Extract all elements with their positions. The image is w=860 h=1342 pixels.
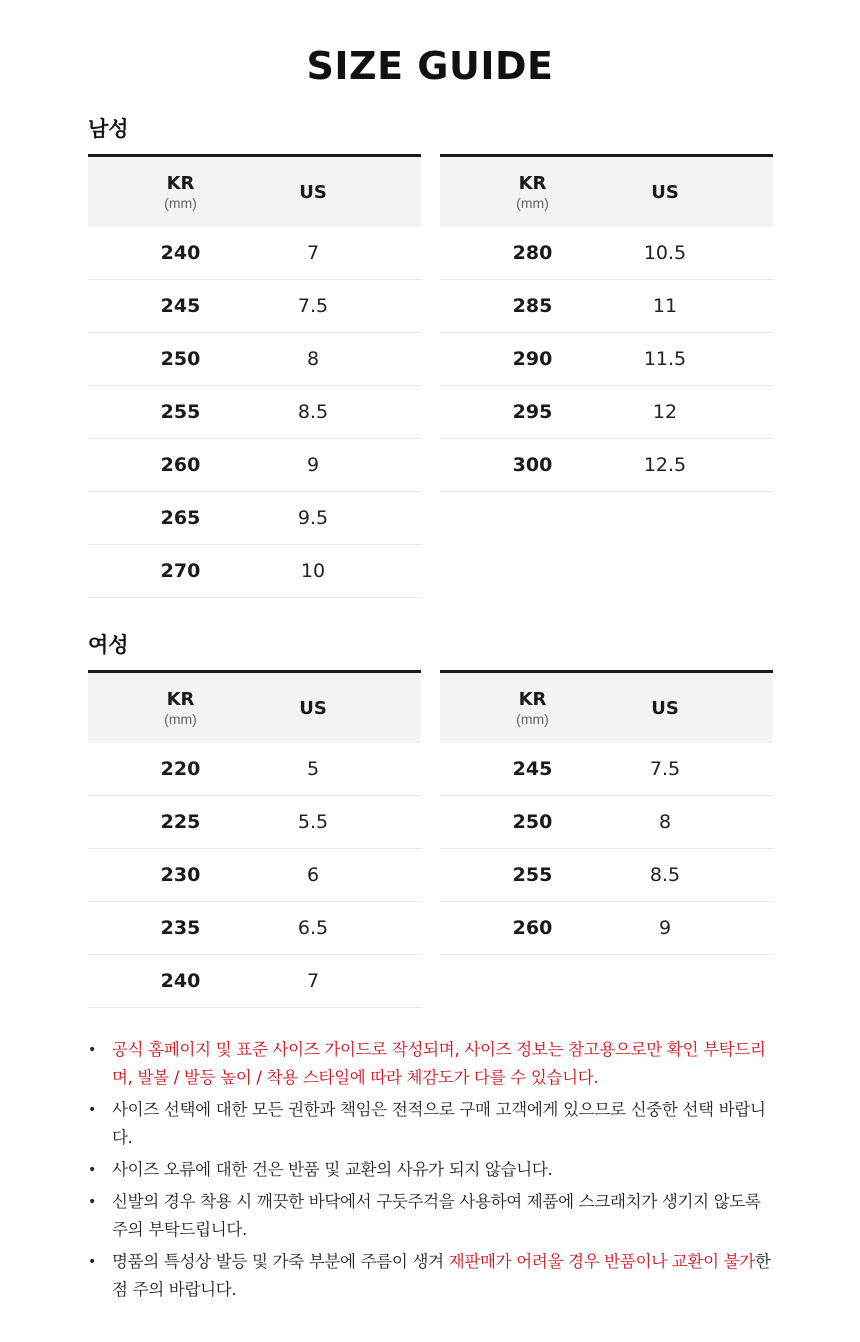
women-section-label: 여성 [88, 633, 129, 657]
kr-size-cell: 290 [440, 333, 625, 386]
table-row [88, 439, 421, 492]
notice-highlight: 재판매가 어려울 경우 반품이나 교환이 불가 [448, 1252, 755, 1271]
notice-text: 신발의 경우 착용 시 깨끗한 바닥에서 구둣주걱을 사용하여 제품에 스크래치가 생기지 않도록 주의 부탁드립니다. [112, 1192, 761, 1239]
kr-header: KR (mm) [88, 672, 273, 744]
notice-text: 사이즈 오류에 대한 건은 반품 및 교환의 사유가 되지 않습니다. [112, 1160, 553, 1179]
kr-size-cell: 245 [88, 280, 273, 333]
table-row [440, 227, 773, 280]
kr-size-cell: 235 [88, 902, 273, 955]
kr-size-cell: 265 [88, 492, 273, 545]
table-header-row [440, 156, 773, 228]
kr-size-cell: 250 [440, 796, 625, 849]
table-row [88, 280, 421, 333]
us-header: US [273, 156, 353, 228]
notice-item: • 사이즈 오류에 대한 건은 반품 및 교환의 사유가 되지 않습니다. [88, 1160, 553, 1179]
kr-size-cell: 220 [88, 743, 273, 796]
table-header-row [88, 156, 421, 228]
us-header: US [625, 156, 705, 228]
notice-item: • 공식 홈페이지 및 표준 사이즈 가이드로 작성되며, 사이즈 정보는 참고용으로만 확인 부탁드리며, 발볼 / 발등 높이 / 착용 스타일에 따라 체감도가 다를 수 있습니다. [88, 1040, 766, 1087]
women-size-table-left [88, 670, 421, 1008]
notice-text: 공식 홈페이지 및 표준 사이즈 가이드로 작성되며, 사이즈 정보는 참고용으로만 확인 부탁드리며, 발볼 / 발등 높이 / 착용 스타일에 따라 체감도가 다를 수 있습니다. [112, 1040, 766, 1087]
us-size-cell: 5.5 [273, 796, 353, 849]
table-row [88, 902, 421, 955]
kr-size-cell: 285 [440, 280, 625, 333]
kr-size-cell: 240 [88, 227, 273, 280]
us-size-cell: 12 [625, 386, 705, 439]
notice-item: • 명품의 특성상 발등 및 가죽 부분에 주름이 생겨 재판매가 어려울 경우 반품이나 교환이 불가한 점 주의 바랍니다. [88, 1252, 771, 1299]
kr-size-cell: 300 [440, 439, 625, 492]
us-size-cell: 9 [273, 439, 353, 492]
us-size-cell: 9.5 [273, 492, 353, 545]
us-size-cell: 9 [625, 902, 705, 955]
us-size-cell: 7.5 [273, 280, 353, 333]
us-size-cell: 7 [273, 955, 353, 1008]
kr-header: KR (mm) [440, 672, 625, 744]
us-size-cell: 12.5 [625, 439, 705, 492]
us-size-cell: 11.5 [625, 333, 705, 386]
table-row [88, 849, 421, 902]
table-row [88, 955, 421, 1008]
kr-size-cell: 255 [440, 849, 625, 902]
table-row [440, 743, 773, 796]
us-size-cell: 6 [273, 849, 353, 902]
us-size-cell: 5 [273, 743, 353, 796]
men-size-table-left [88, 154, 421, 598]
notice-text: 사이즈 선택에 대한 모든 권한과 책임은 전적으로 구매 고객에게 있으므로 신중한 선택 바랍니다. [112, 1100, 766, 1147]
us-size-cell: 8.5 [273, 386, 353, 439]
kr-size-cell: 255 [88, 386, 273, 439]
us-size-cell: 8 [273, 333, 353, 386]
us-size-cell: 8 [625, 796, 705, 849]
us-size-cell: 10 [273, 545, 353, 598]
kr-size-cell: 230 [88, 849, 273, 902]
table-row [88, 227, 421, 280]
kr-size-cell: 280 [440, 227, 625, 280]
kr-size-cell: 245 [440, 743, 625, 796]
table-row [88, 386, 421, 439]
kr-size-cell: 225 [88, 796, 273, 849]
table-row [88, 492, 421, 545]
notice-text: 명품의 특성상 발등 및 가죽 부분에 주름이 생겨 [112, 1252, 449, 1271]
table-row [440, 386, 773, 439]
us-size-cell: 8.5 [625, 849, 705, 902]
us-size-cell: 6.5 [273, 902, 353, 955]
table-row [440, 280, 773, 333]
table-row [440, 333, 773, 386]
kr-header: KR (mm) [88, 156, 273, 228]
kr-size-cell: 270 [88, 545, 273, 598]
us-size-cell: 7 [273, 227, 353, 280]
table-row [440, 902, 773, 955]
notice-item: • 신발의 경우 착용 시 깨끗한 바닥에서 구둣주걱을 사용하여 제품에 스크래치가 생기지 않도록 주의 부탁드립니다. [88, 1192, 761, 1239]
women-size-table-right [440, 670, 773, 955]
us-size-cell: 7.5 [625, 743, 705, 796]
kr-size-cell: 295 [440, 386, 625, 439]
table-row [88, 545, 421, 598]
kr-size-cell: 250 [88, 333, 273, 386]
us-header: US [273, 672, 353, 744]
kr-size-cell: 260 [440, 902, 625, 955]
kr-size-cell: 240 [88, 955, 273, 1008]
table-row [88, 796, 421, 849]
us-header: US [625, 672, 705, 744]
table-header-row [88, 672, 421, 744]
notice-item: • 사이즈 선택에 대한 모든 권한과 책임은 전적으로 구매 고객에게 있으므로 신중한 선택 바랍니다. [88, 1100, 766, 1147]
notice-text: 한 점 주의 바랍니다. [112, 1252, 771, 1299]
table-row [440, 849, 773, 902]
men-section-label: 남성 [88, 117, 129, 141]
men-size-table-right [440, 154, 773, 492]
notice-list [88, 1036, 778, 1308]
table-row [440, 796, 773, 849]
us-size-cell: 10.5 [625, 227, 705, 280]
table-header-row [440, 672, 773, 744]
kr-header: KR (mm) [440, 156, 625, 228]
us-size-cell: 11 [625, 280, 705, 333]
table-row [88, 743, 421, 796]
table-row [440, 439, 773, 492]
table-row [88, 333, 421, 386]
kr-size-cell: 260 [88, 439, 273, 492]
page-title: SIZE GUIDE [306, 44, 554, 88]
